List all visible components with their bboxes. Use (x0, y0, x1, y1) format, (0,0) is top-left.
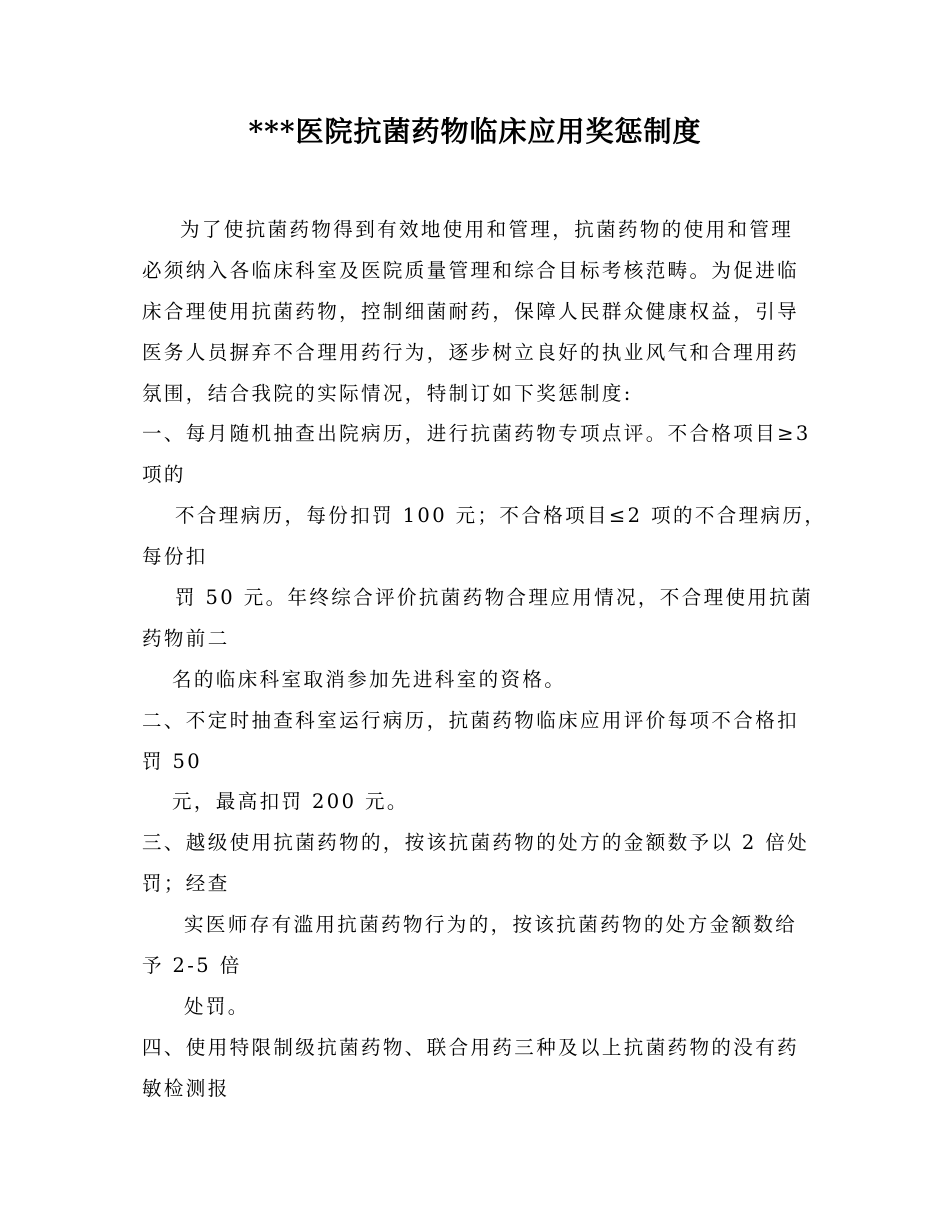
paragraph-line: 实医师存有滥用抗菌药物行为的，按该抗菌药物的处方金额数给 (184, 913, 798, 937)
paragraph-line: 四、使用特限制级抗菌药物、联合用药三种及以上抗菌药物的没有药 (142, 1035, 800, 1059)
paragraph-line: 罚 50 (142, 749, 203, 773)
paragraph-line: 必须纳入各临床科室及医院质量管理和综合目标考核范畴。为促进临 (142, 258, 800, 282)
paragraph-line: 医务人员摒弃不合理用药行为，逐步树立良好的执业风气和合理用药 (142, 340, 800, 364)
paragraph-line: 项的 (142, 463, 186, 487)
paragraph-line: 罚；经查 (142, 872, 230, 896)
paragraph-line: 为了使抗菌药物得到有效地使用和管理，抗菌药物的使用和管理 (180, 218, 794, 241)
paragraph-line: 二、不定时抽查科室运行病历，抗菌药物临床应用评价每项不合格扣 (142, 708, 800, 732)
paragraph-line: 一、每月随机抽查出院病历，进行抗菌药物专项点评。不合格项目≥3 (142, 422, 811, 446)
paragraph-line: 氛围，结合我院的实际情况，特制订如下奖惩制度: (142, 381, 633, 405)
paragraph-line: 药物前二 (142, 626, 230, 650)
document-body (142, 210, 827, 1110)
paragraph-line: 敏检测报 (142, 1076, 230, 1100)
paragraph-line: 不合理病历，每份扣罚 100 元；不合格项目≤2 项的不合理病历， (175, 504, 827, 528)
paragraph-line: 名的临床科室取消参加先进科室的资格。 (172, 667, 567, 691)
paragraph-line: 元，最高扣罚 200 元。 (172, 790, 409, 814)
paragraph-line: 处罚。 (184, 994, 250, 1018)
paragraph-line: 予 2-5 倍 (142, 954, 242, 978)
paragraph-line: 三、越级使用抗菌药物的，按该抗菌药物的处方的金额数予以 2 倍处 (142, 831, 810, 855)
paragraph-line: 罚 50 元。年终综合评价抗菌药物合理应用情况，不合理使用抗菌 (175, 586, 814, 610)
paragraph-line: 每份扣 (142, 545, 208, 569)
paragraph-line: 床合理使用抗菌药物，控制细菌耐药，保障人民群众健康权益，引导 (142, 299, 800, 323)
document-title: ***医院抗菌药物临床应用奖惩制度 (248, 115, 702, 148)
